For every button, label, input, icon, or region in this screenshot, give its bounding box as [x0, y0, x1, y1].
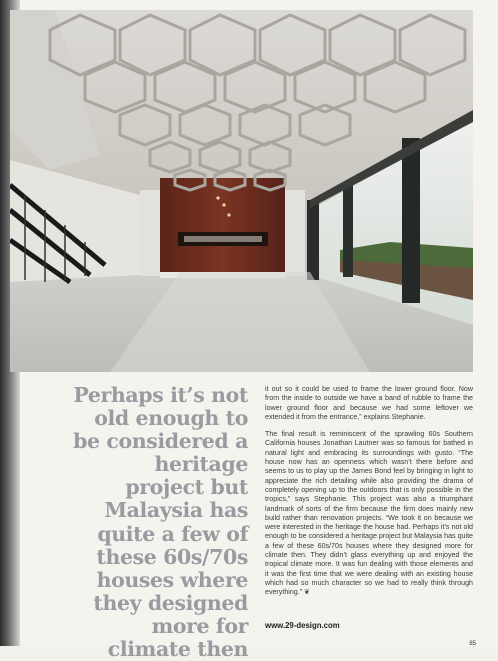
interior-photo [10, 10, 473, 372]
body-paragraph-1: it out so it could be used to frame the lower ground floor. Now from the inside to outside we have a band of rubble to frame the lower ground floor and because we had some leftover we extended it from the entrance,” explains Stephanie. [265, 385, 473, 421]
body-paragraph-2 [265, 430, 473, 597]
article-body [265, 385, 473, 606]
pull-quote: Perhaps it’s not old enough to be considered a heritage project but Malaysia has quite a few of these 60s/70s houses where they designed more for climate then [73, 383, 248, 661]
body-paragraph-2-text: The final result is reminiscent of the sprawling 60s Southern California houses Jonathan Lautner was so famous for bathed in natural light and embracing its surroundings with gusto. “The house now has an openness which wasn’t there before and seems to us to play up the James Bond feel by bringing in light to appreciate the rich detailing while also providing the drama of completely opening up to the outdoors that is only possible in the tropics,” says Stephanie. This project was also a triumphant landmark of sorts of the firm because the firm does mainly new build rather than renovation projects. “We took it on because we were interested in the heritage the house had. Perhaps it’s not old enough to be considered a heritage project but Malaysia has quite a few of these 60s/70s houses where they designed more for climate then. They didn’t glass everything up and enjoyed the tropical climate more. It was fun dealing with those elements and it was the first time that we were dealing with an existing house which had so much character so we had to really think through everything.” [265, 430, 473, 597]
website-url: www.29-design.com [265, 621, 340, 630]
end-mark-icon: ❦ [304, 588, 310, 597]
interior-photo-illustration [10, 10, 473, 372]
page-number: 85 [469, 641, 476, 647]
